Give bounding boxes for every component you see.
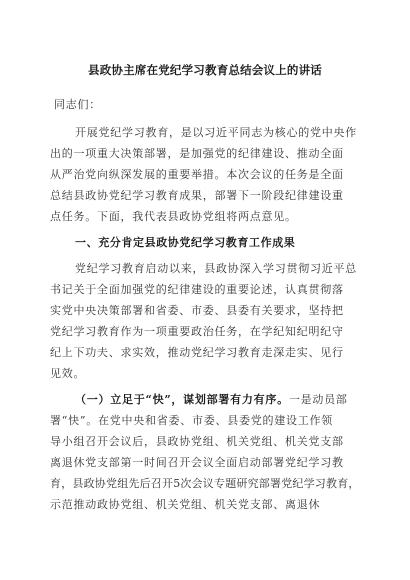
document-title: 县政协主席在党纪学习教育总结会议上的讲话: [88, 63, 322, 77]
salutation: 同志们：: [54, 98, 101, 111]
intro-line: 出的一项重大决策部署，是加强党的纪律建设、推动全面: [50, 147, 344, 160]
section-line: 书记关于全面加强党的纪律建设的重要论述，认真贯彻落: [50, 283, 344, 296]
section-line: 见效。: [50, 367, 86, 380]
subsection-heading: （一）立足于“快”，谋划部署有力有序。: [75, 393, 289, 406]
intro-line: 从严治党向纵深发展的重要举措。本次会议的任务是全面: [50, 168, 344, 181]
section-line: 实党中央决策部署和省委、市委、县委有关要求，坚持把: [50, 304, 344, 317]
section-line: 纪上下功夫、求实效，推动党纪学习教育走深走实、见行: [50, 346, 344, 359]
subsection-line: 离退休党支部第一时间召开会议全面启动部署党纪学习教: [50, 456, 344, 469]
subsection-line: 示范推动政协党组、机关党组、机关党支部、离退休: [50, 498, 321, 511]
intro-line: 总结县政协党纪学习教育成果，部署下一阶段纪律建设重: [50, 189, 344, 202]
section-line: 党纪学习教育启动以来，县政协深入学习贯彻习近平总: [75, 262, 357, 275]
subsection-line: 育，县政协党组先后召开5次会议专题研究部署党纪学习教育，: [50, 477, 360, 490]
section-heading: 一、充分肯定县政协党纪学习教育工作成果: [75, 236, 296, 249]
subsection-heading-line: [75, 393, 348, 407]
subsection-line: 署“快”。在党中央和省委、市委、县委党的建设工作领: [50, 414, 333, 427]
section-line: 党纪学习教育作为一项重要政治任务，在学纪知纪明纪守: [50, 325, 344, 338]
subsection-heading-tail: 一是动员部: [288, 393, 348, 406]
intro-line: 开展党纪学习教育，是以习近平同志为核心的党中央作: [75, 126, 357, 139]
subsection-line: 导小组召开会议后，县政协党组、机关党组、机关党支部: [50, 435, 344, 448]
intro-line: 点任务。下面，我代表县政协党组将两点意见。: [50, 210, 297, 223]
